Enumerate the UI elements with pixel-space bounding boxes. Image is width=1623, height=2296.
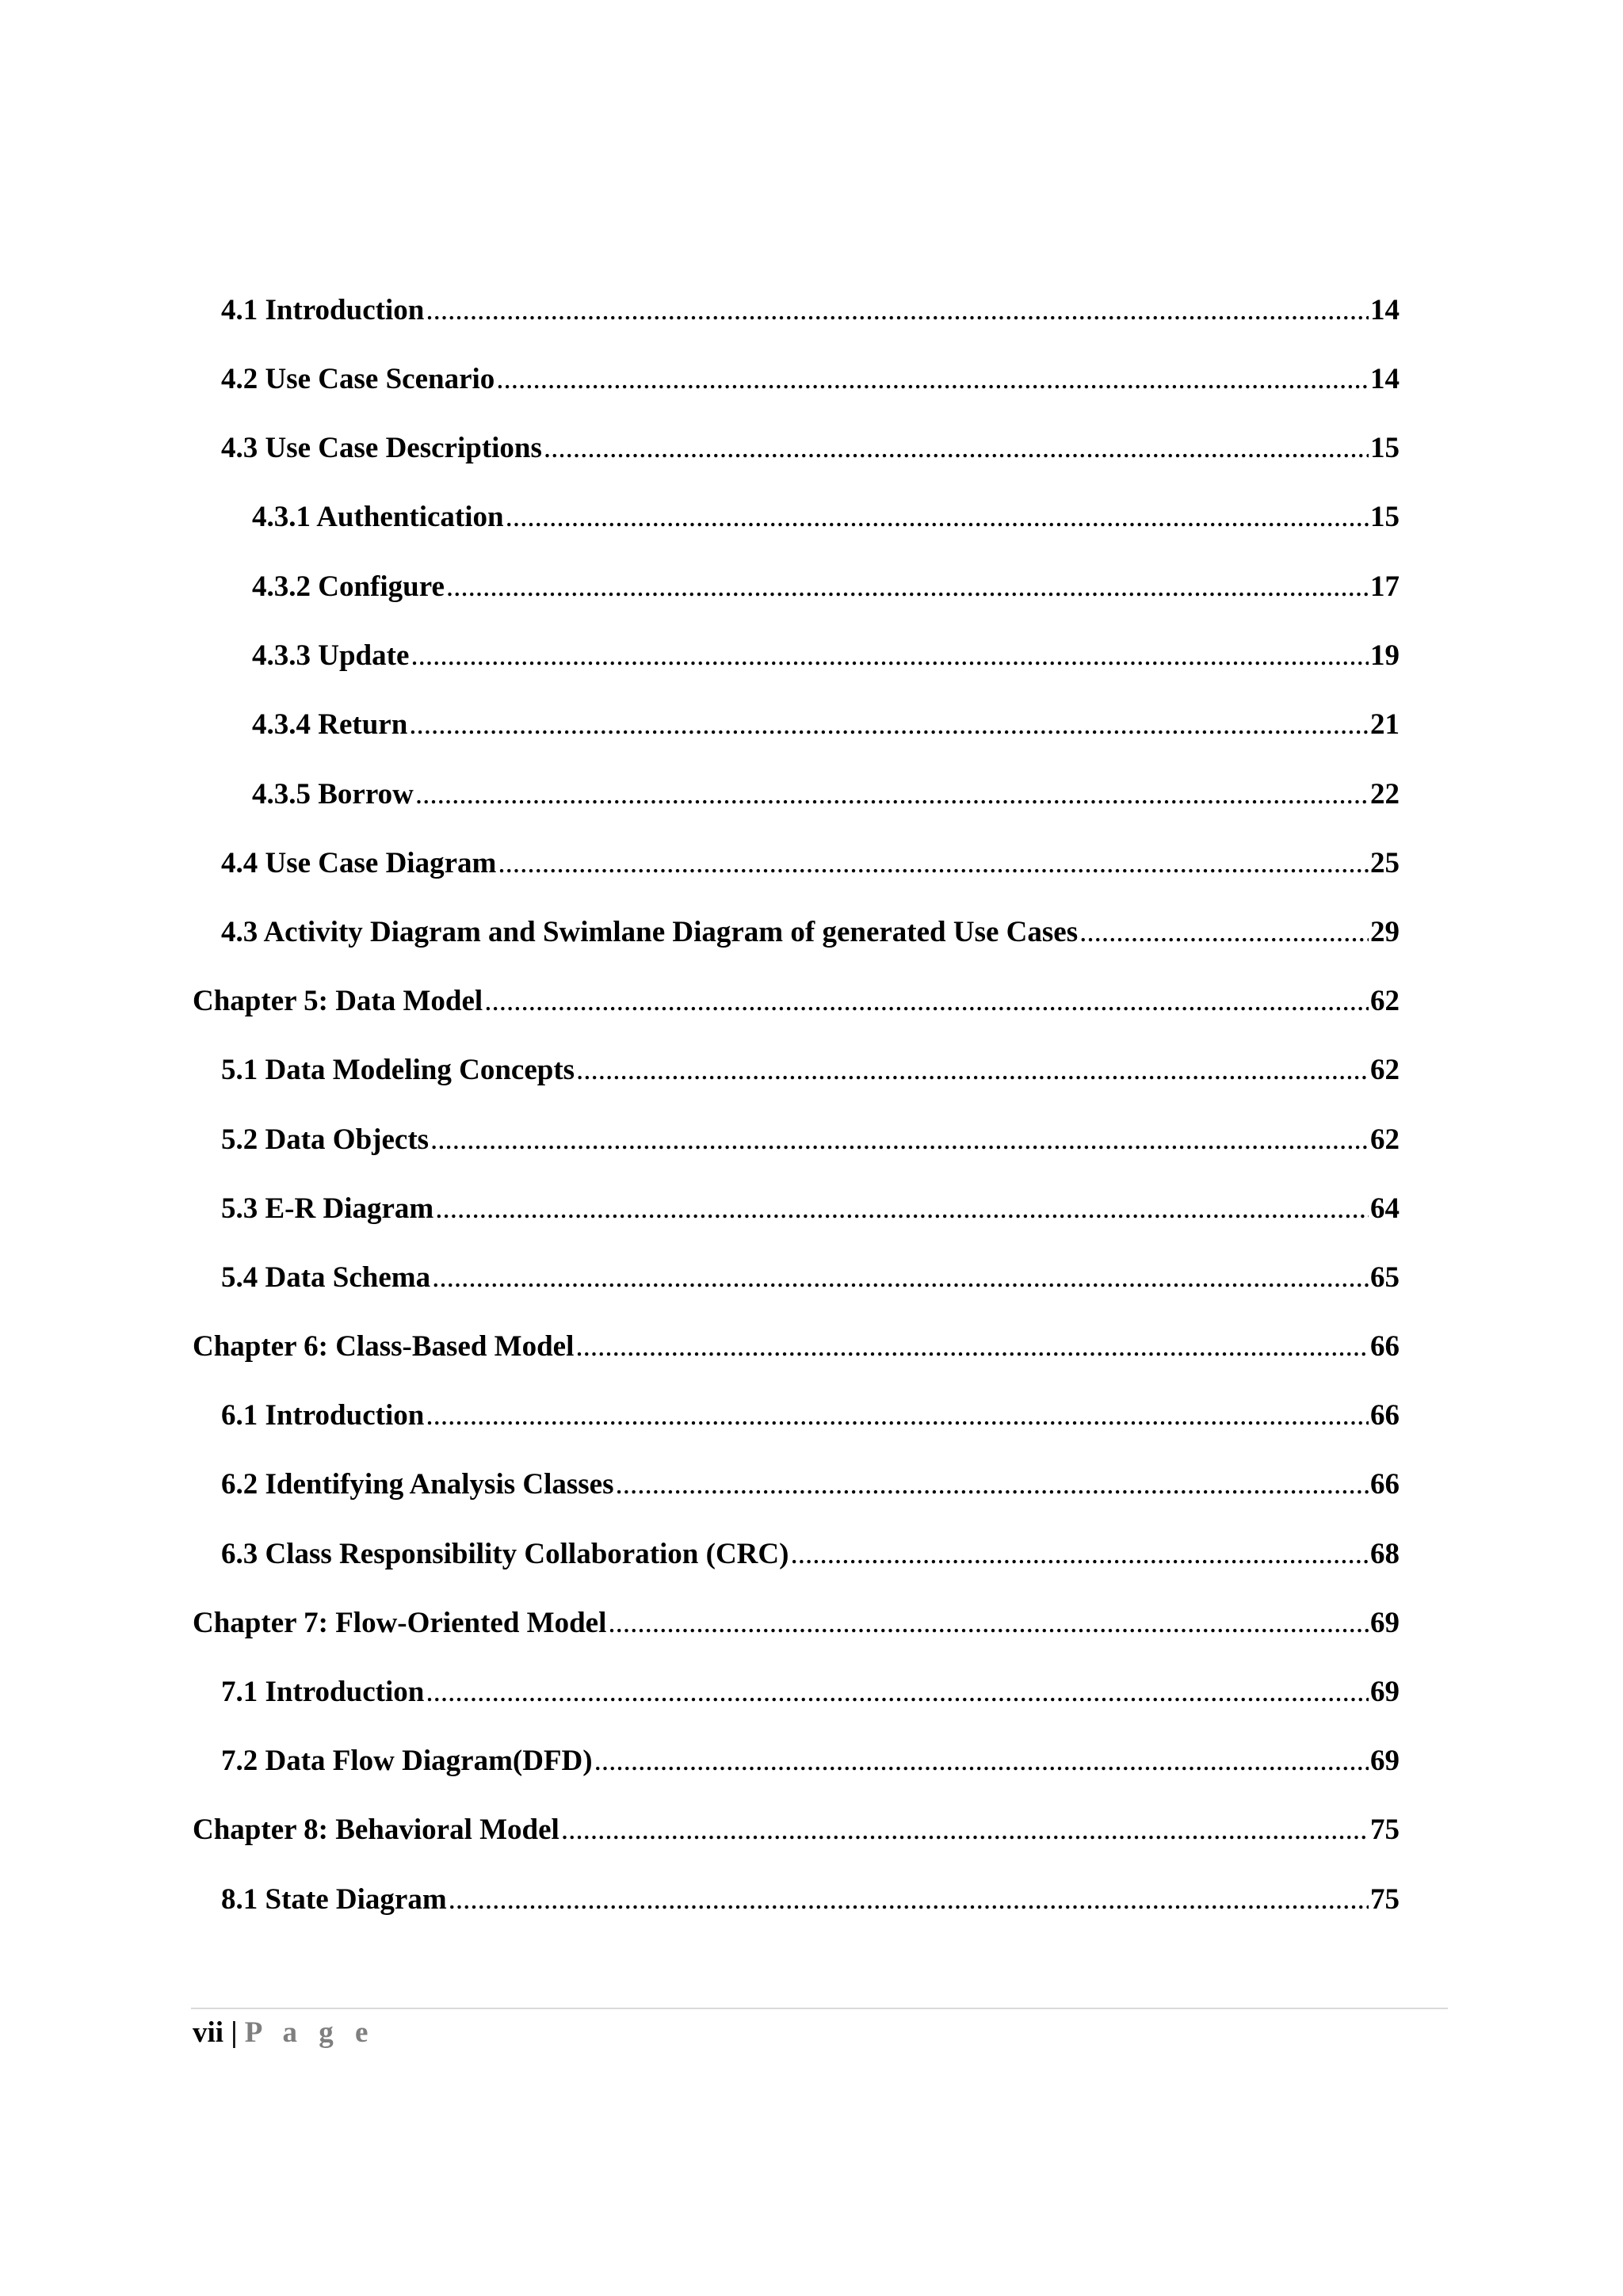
toc-entry[interactable]: [252, 570, 1400, 605]
toc-entry-title: 6.2 Identifying Analysis Classes: [221, 1468, 614, 1501]
toc-entry[interactable]: [193, 1606, 1400, 1641]
toc-dot-leader: [498, 846, 1369, 881]
toc-dot-leader: [561, 1813, 1369, 1848]
toc-entry-page: 75: [1370, 1814, 1400, 1846]
toc-dot-leader: [1079, 915, 1369, 950]
toc-entry-title: Chapter 6: Class-Based Model: [193, 1330, 575, 1363]
toc-entry-page: 62: [1370, 985, 1400, 1017]
page-footer: [193, 2016, 375, 2050]
toc-entry[interactable]: [221, 1744, 1400, 1779]
toc-entry-page: 62: [1370, 1123, 1400, 1156]
toc-dot-leader: [496, 362, 1369, 397]
toc-entry-title: 5.1 Data Modeling Concepts: [221, 1054, 575, 1086]
toc-entry[interactable]: [221, 1192, 1400, 1226]
toc-entry-title: Chapter 8: Behavioral Model: [193, 1814, 559, 1846]
toc-entry-page: 69: [1370, 1745, 1400, 1777]
toc-dot-leader: [594, 1744, 1369, 1779]
toc-entry-page: 14: [1370, 294, 1400, 326]
toc-entry[interactable]: [252, 500, 1400, 535]
toc-entry-title: Chapter 5: Data Model: [193, 985, 483, 1017]
toc-entry-page: 64: [1370, 1192, 1400, 1225]
toc-entry-page: 22: [1370, 778, 1400, 810]
toc-entry-page: 66: [1370, 1330, 1400, 1363]
toc-entry-title: 4.3.4 Return: [252, 708, 408, 741]
toc-dot-leader: [506, 500, 1369, 535]
toc-dot-leader: [432, 1261, 1369, 1295]
toc-entry-title: 8.1 State Diagram: [221, 1883, 447, 1916]
toc-entry[interactable]: [193, 1329, 1400, 1364]
toc-entry-title: 4.3 Activity Diagram and Swimlane Diagram of generated Use Cases: [221, 916, 1079, 948]
toc-dot-leader: [426, 1675, 1369, 1710]
toc-entry[interactable]: [221, 431, 1400, 466]
toc-entry[interactable]: [221, 1261, 1400, 1295]
toc-entry[interactable]: [221, 1675, 1400, 1710]
toc-dot-leader: [430, 1123, 1369, 1158]
toc-entry-page: 19: [1370, 639, 1400, 672]
toc-entry-title: 5.4 Data Schema: [221, 1261, 431, 1294]
toc-entry-title: 4.2 Use Case Scenario: [221, 363, 495, 395]
toc-dot-leader: [616, 1467, 1369, 1502]
toc-entry-page: 75: [1370, 1883, 1400, 1916]
toc-entry-title: 7.2 Data Flow Diagram(DFD): [221, 1745, 593, 1777]
toc-dot-leader: [575, 1329, 1369, 1364]
toc-dot-leader: [426, 1398, 1369, 1433]
toc-entry-page: 66: [1370, 1399, 1400, 1432]
footer-page-label: P a g e: [244, 2016, 376, 2049]
toc-entry[interactable]: [252, 707, 1400, 742]
toc-entry-page: 15: [1370, 501, 1400, 533]
footer-separator: |: [231, 2016, 238, 2049]
toc-dot-leader: [426, 293, 1369, 328]
toc-entry-title: 5.2 Data Objects: [221, 1123, 430, 1156]
toc-entry[interactable]: [221, 1882, 1400, 1917]
toc-entry-page: 66: [1370, 1468, 1400, 1501]
toc-entry-page: 65: [1370, 1261, 1400, 1294]
toc-entry[interactable]: [193, 1813, 1400, 1848]
toc-entry[interactable]: [221, 1398, 1400, 1433]
toc-entry-title: 4.4 Use Case Diagram: [221, 847, 497, 879]
toc-dot-leader: [608, 1606, 1369, 1641]
toc-entry-page: 29: [1370, 916, 1400, 948]
toc-entry-page: 69: [1370, 1676, 1400, 1708]
toc-dot-leader: [446, 570, 1369, 605]
toc-entry[interactable]: [193, 984, 1400, 1019]
toc-entry-title: 4.3 Use Case Descriptions: [221, 432, 542, 464]
toc-dot-leader: [411, 639, 1369, 673]
toc-entry-title: Chapter 7: Flow-Oriented Model: [193, 1607, 607, 1639]
toc-dot-leader: [415, 777, 1369, 812]
footer-divider: [191, 2008, 1448, 2009]
toc-entry-title: 4.3.3 Update: [252, 639, 410, 672]
toc-entry-page: 14: [1370, 363, 1400, 395]
toc-entry-page: 69: [1370, 1607, 1400, 1639]
toc-dot-leader: [576, 1053, 1369, 1088]
toc-entry[interactable]: [252, 777, 1400, 812]
toc-dot-leader: [449, 1882, 1369, 1917]
toc-entry-title: 7.1 Introduction: [221, 1676, 425, 1708]
toc-dot-leader: [435, 1192, 1369, 1226]
toc-entry-title: 4.3.2 Configure: [252, 570, 445, 603]
toc-dot-leader: [484, 984, 1369, 1019]
toc-entry-page: 15: [1370, 432, 1400, 464]
toc-entry-title: 6.1 Introduction: [221, 1399, 425, 1432]
toc-entry-title: 5.3 E-R Diagram: [221, 1192, 434, 1225]
toc-entry[interactable]: [221, 362, 1400, 397]
toc-entry-page: 21: [1370, 708, 1400, 741]
footer-page-number: vii: [193, 2016, 224, 2049]
toc-entry-title: 4.3.5 Borrow: [252, 778, 414, 810]
toc-dot-leader: [409, 707, 1369, 742]
toc-entry-page: 17: [1370, 570, 1400, 603]
toc-entry-title: 4.1 Introduction: [221, 294, 425, 326]
toc-entry[interactable]: [221, 846, 1400, 881]
toc-entry[interactable]: [221, 1537, 1400, 1572]
toc-entry-page: 68: [1370, 1538, 1400, 1570]
toc-entry[interactable]: [221, 293, 1400, 328]
toc-entry[interactable]: [221, 1053, 1400, 1088]
toc-entry[interactable]: [221, 1467, 1400, 1502]
toc-entry-title: 6.3 Class Responsibility Collaboration (CRC): [221, 1538, 789, 1570]
toc-entry[interactable]: [221, 1123, 1400, 1158]
toc-entry-title: 4.3.1 Authentication: [252, 501, 504, 533]
toc-entry[interactable]: [221, 915, 1400, 950]
toc-entry-page: 25: [1370, 847, 1400, 879]
toc-dot-leader: [790, 1537, 1369, 1572]
toc-entry-page: 62: [1370, 1054, 1400, 1086]
toc-entry[interactable]: [252, 639, 1400, 673]
toc-dot-leader: [544, 431, 1369, 466]
